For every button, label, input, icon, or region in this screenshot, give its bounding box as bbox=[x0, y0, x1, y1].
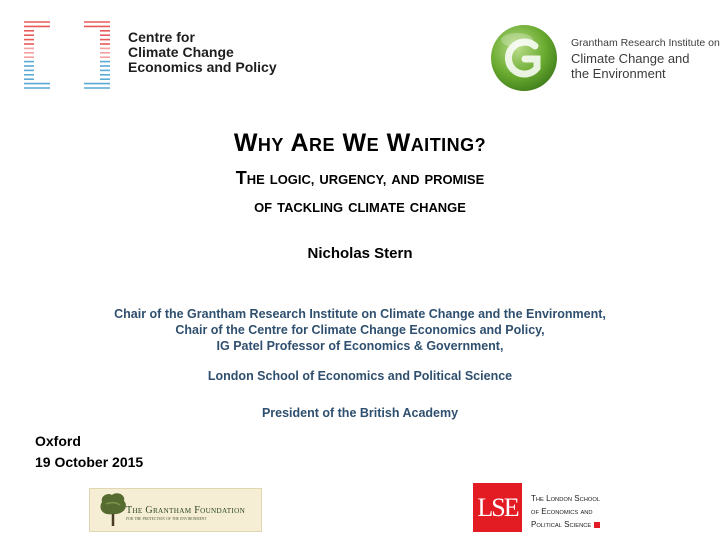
lse-name-line bbox=[531, 519, 600, 532]
grantham-institute-logo-text bbox=[571, 36, 720, 81]
tree-icon bbox=[96, 490, 130, 528]
author-name: Nicholas Stern bbox=[307, 245, 413, 262]
grantham-name-line: Grantham Research Institute on bbox=[571, 37, 720, 49]
foundation-name-text: THE GRANTHAM FOUNDATION bbox=[126, 505, 246, 516]
foundation-name bbox=[126, 505, 245, 516]
subtitle-line-2: OF TACKLING CLIMATE CHANGE bbox=[254, 200, 466, 215]
location: Oxford bbox=[35, 433, 81, 449]
cccep-name-line: Centre for bbox=[128, 29, 195, 45]
subtitle-line-1: THE LOGIC, URGENCY, AND PROMISE bbox=[235, 168, 485, 188]
page-title bbox=[0, 126, 720, 162]
lse-name-line: THE LONDON SCHOOL bbox=[531, 494, 601, 503]
lse-logo-text bbox=[531, 493, 600, 532]
venue-and-date bbox=[35, 431, 143, 473]
academy-role: President of the British Academy bbox=[261, 406, 459, 420]
foundation-tagline-text: FOR THE PROTECTION OF THE ENVIRONMENT bbox=[126, 517, 207, 521]
cccep-logo-text bbox=[128, 30, 277, 75]
role-line: Chair of the Grantham Research Institute on Climate Change and the Environment, bbox=[114, 307, 606, 321]
lse-red-square-icon bbox=[594, 522, 600, 528]
cccep-bracket-logo-icon bbox=[22, 20, 114, 92]
page-subtitle bbox=[0, 165, 720, 221]
grantham-globe-logo-icon bbox=[487, 24, 561, 92]
lse-name-line-text: POLITICAL SCIENCE bbox=[531, 520, 592, 529]
lse-name-line: OF ECONOMICS AND bbox=[531, 507, 593, 516]
cccep-name-line: Economics and Policy bbox=[128, 59, 277, 75]
date: 19 October 2015 bbox=[35, 454, 144, 470]
grantham-name-line: the Environment bbox=[571, 66, 666, 81]
role-line: IG Patel Professor of Economics & Government, bbox=[216, 339, 504, 353]
lse-logo-mark: LSE bbox=[473, 483, 522, 532]
foundation-tagline bbox=[126, 517, 207, 522]
author-roles bbox=[0, 306, 720, 354]
title-line-1: WHY ARE WE WAITING? bbox=[233, 129, 487, 157]
institution-name: London School of Economics and Political Science bbox=[207, 369, 513, 383]
cccep-name-line: Climate Change bbox=[128, 44, 234, 60]
role-line: Chair of the Centre for Climate Change Economics and Policy, bbox=[175, 323, 545, 337]
grantham-name-line: Climate Change and bbox=[571, 51, 690, 66]
